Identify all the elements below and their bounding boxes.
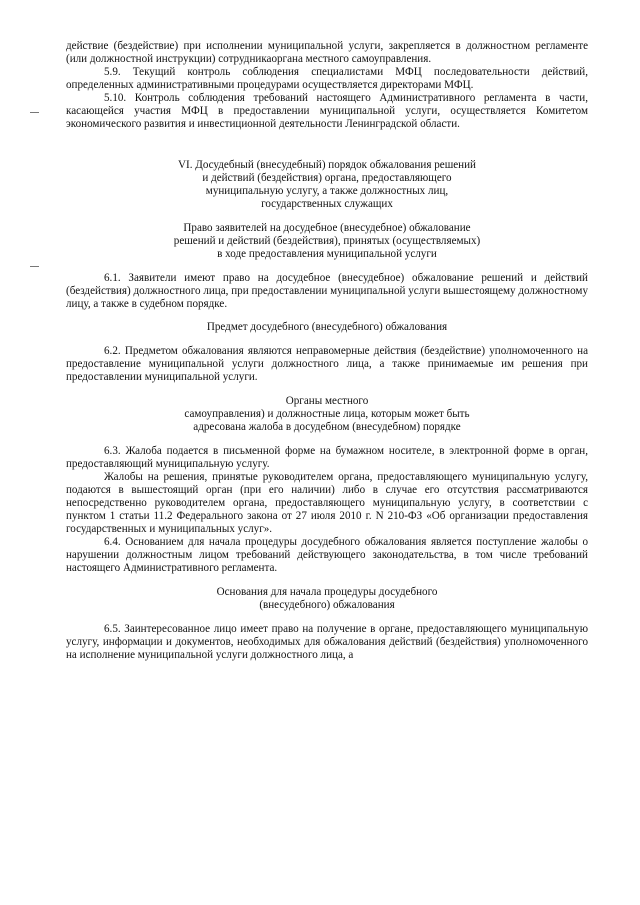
section-title-line: VI. Досудебный (внесудебный) порядок обжалования решений [178, 158, 476, 171]
paragraph-6-5: 6.5. Заинтересованное лицо имеет право на получение в органе, предоставляющего муниципальную услугу, информации и документов, необходимых для обжалования действий (бездействия) уполномоченного на исполнение муниципальной услуги должностного лица, а [66, 622, 588, 661]
subtitle-line: (внесудебного) обжалования [259, 598, 395, 611]
paragraph-5-10: 5.10. Контроль соблюдения требований настоящего Административного регламента в части, касающейся участия МФЦ в предоставлении муниципальной услуги, осуществляется Комитетом экономического развития и инвестиционной деятельности Ленинградской области. [66, 91, 588, 130]
subtitle-grounds [66, 586, 588, 612]
subtitle-line: Основания для начала процедуры досудебного [216, 585, 438, 598]
margin-mark [30, 266, 39, 267]
subtitle-line: Право заявителей на досудебное (внесудебное) обжалование [183, 221, 471, 234]
paragraph-5-9: 5.9. Текущий контроль соблюдения специалистами МФЦ последовательности действий, определенных административными процедурами осуществляется директорами МФЦ. [66, 65, 588, 91]
paragraph-6-2: 6.2. Предметом обжалования являются неправомерные действия (бездействие) уполномоченного на предоставление муниципальной услуги должностного лица, а также принимаемые им решения при предоставлении муниципальной услуги. [66, 345, 588, 384]
paragraph-continuation: действие (бездействие) при исполнении муниципальной услуги, закрепляется в должностном регламенте (или должностной инструкции) сотрудникаоргана местного самоуправления. [66, 40, 588, 65]
margin-mark [30, 112, 39, 113]
subtitle-line: самоуправления) и должностные лица, которым может быть [184, 408, 470, 421]
subtitle-bodies [66, 395, 588, 434]
section-title [66, 159, 588, 211]
subtitle-rights [66, 222, 588, 261]
subtitle-line: адресована жалоба в досудебном (внесудебном) порядке [193, 421, 461, 434]
paragraph-6-1: 6.1. Заявители имеют право на досудебное (внесудебное) обжалование решений и действий (бездействия) должностного лица, при предоставлении муниципальной услуги вышестоящему должностному лицу, а также в судебном порядке. [66, 271, 588, 310]
paragraph-complaints: Жалобы на решения, принятые руководителем органа, предоставляющего муниципальную услугу, подаются в вышестоящий орган (при его наличии) либо в случае его отсутствия рассматриваются непосредственно руководителем органа, предоставляющего муниципальную услугу, в соответствии с пунктом 1 статьи 11.2 Федерального закона от 27 июля 2010 г. N 210-ФЗ «Об организации предоставления государственных и муниципальных услуг». [66, 471, 588, 536]
section-title-line: и действий (бездействия) органа, предоставляющего [202, 171, 452, 184]
subtitle-line: в ходе предоставления муниципальной услуги [217, 247, 437, 260]
subtitle-line: Органы местного [285, 395, 369, 408]
subtitle-line: решений и действий (бездействия), принятых (осуществляемых) [173, 234, 481, 247]
section-title-line: государственных служащих [261, 197, 393, 210]
subtitle-subject: Предмет досудебного (внесудебного) обжалования [206, 321, 448, 334]
paragraph-6-3: 6.3. Жалоба подается в письменной форме на бумажном носителе, в электронной форме в орган, предоставляющий муниципальную услугу. [66, 445, 588, 471]
paragraph-6-4: 6.4. Основанием для начала процедуры досудебного обжалования является поступление жалобы о нарушении должностным лицом требований действующего законодательства, в том числе требований настоящего Административного регламента. [66, 536, 588, 574]
section-title-line: муниципальную услугу, а также должностных лиц, [205, 184, 449, 197]
